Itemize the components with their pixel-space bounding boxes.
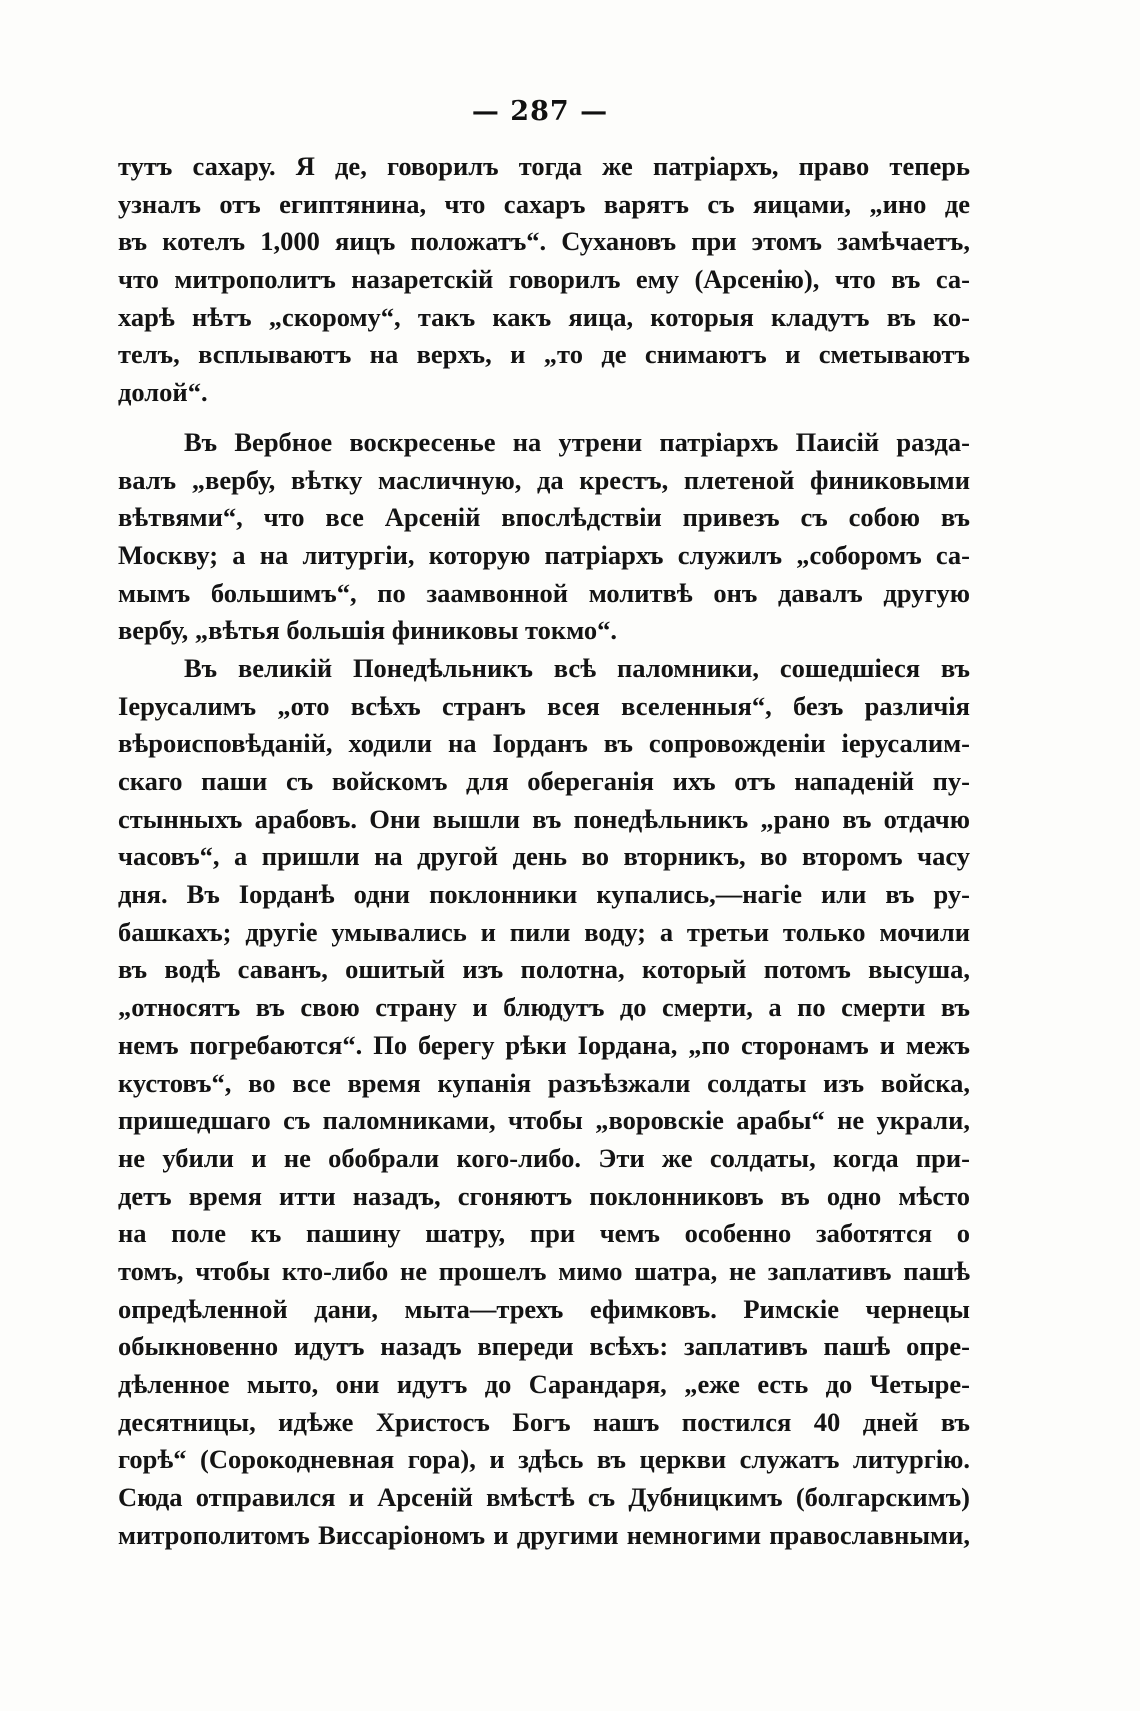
paragraph-3 bbox=[118, 650, 970, 1555]
text-line: въ водѣ саванъ, ошитый изъ полотна, который потомъ высуша, bbox=[118, 954, 970, 985]
text-line: десятницы, идѣже Христосъ Богъ нашъ постился 40 дней въ bbox=[118, 1406, 970, 1437]
page-number: — 287 — bbox=[471, 96, 609, 127]
text-line: томъ, чтобы кто-либо не прошелъ мимо шатра, не заплативъ пашѣ bbox=[118, 1255, 970, 1286]
text-line: горѣ“ (Сорокодневная гора), и здѣсь въ церкви служатъ литургію. bbox=[118, 1444, 970, 1475]
text-line: пришедшаго съ паломниками, чтобы „воровскіе арабы“ не украли, bbox=[118, 1105, 970, 1136]
text-line: „относятъ въ свою страну и блюдутъ до смерти, а по смерти въ bbox=[118, 992, 970, 1023]
text-line: немъ погребаются“. По берегу рѣки Іордана, „по сторонамъ и межъ bbox=[118, 1029, 970, 1060]
text-line: стынныхъ арабовъ. Они вышли въ понедѣльникъ „рано въ отдачю bbox=[118, 803, 970, 834]
text-line: опредѣленной дани, мыта—трехъ ефимковъ. Римскіе чернецы bbox=[118, 1293, 970, 1324]
text-line: Сюда отправился и Арсеній вмѣстѣ съ Дубницкимъ (болгарскимъ) bbox=[118, 1482, 970, 1513]
paragraph-1 bbox=[118, 148, 970, 412]
text-line: валъ „вербу, вѣтку масличную, да крестъ, плетеной финиковыми bbox=[118, 464, 970, 495]
text-line: вербу, „вѣтья большія финиковы токмо“. bbox=[118, 615, 618, 646]
text-line: дня. Въ Іорданѣ одни поклонники купались,—нагіе или въ ру- bbox=[118, 879, 970, 910]
body-text bbox=[118, 148, 970, 1554]
text-line: мымъ большимъ“, по заамвонной молитвѣ онъ давалъ другую bbox=[118, 577, 970, 608]
text-line: что митрополитъ назаретскій говорилъ ему (Арсенію), что въ са- bbox=[118, 264, 970, 295]
text-line: кустовъ“, во все время купанія разъѣзжали солдаты изъ войска, bbox=[118, 1067, 970, 1098]
text-line: Въ великій Понедѣльникъ всѣ паломники, сошедшіеся въ bbox=[184, 652, 970, 683]
text-line: Москву; а на литургіи, которую патріархъ служилъ „соборомъ са- bbox=[118, 539, 970, 570]
text-line: детъ время итти назадъ, сгоняютъ поклонниковъ въ одно мѣсто bbox=[118, 1180, 970, 1211]
text-line: митрополитомъ Виссаріономъ и другими немногими православными, bbox=[118, 1519, 970, 1550]
text-line: не убили и не обобрали кого-либо. Эти же солдаты, когда при- bbox=[118, 1142, 970, 1173]
text-line: долой“. bbox=[118, 377, 208, 408]
text-line: узналъ отъ египтянина, что сахаръ варятъ съ яицами, „ино де bbox=[118, 188, 970, 219]
text-line: харѣ нѣтъ „скорому“, такъ какъ яица, которыя кладутъ въ ко- bbox=[118, 301, 970, 332]
text-line: телъ, всплываютъ на верхъ, и „то де снимаютъ и сметываютъ bbox=[118, 339, 970, 370]
text-line: въ котелъ 1,000 яицъ положатъ“. Сухановъ при этомъ замѣчаетъ, bbox=[118, 226, 970, 257]
text-line: Іерусалимъ „ото всѣхъ странъ всея вселенныя“, безъ различія bbox=[118, 690, 970, 721]
text-line: дѣленное мыто, они идутъ до Сарандаря, „еже есть до Четыре- bbox=[118, 1369, 970, 1399]
text-line: на поле къ пашину шатру, при чемъ особенно заботятся о bbox=[118, 1218, 970, 1249]
text-line: тутъ сахару. Я де, говорилъ тогда же патріархъ, право теперь bbox=[118, 151, 970, 181]
text-line: вѣтвями“, что все Арсеній впослѣдствіи привезъ съ собою въ bbox=[118, 502, 970, 533]
text-line: часовъ“, а пришли на другой день во вторникъ, во второмъ часу bbox=[118, 841, 970, 872]
text-line: вѣроисповѣданій, ходили на Іорданъ въ сопровожденіи іерусалим- bbox=[118, 728, 970, 759]
text-line: Въ Вербное воскресенье на утрени патріархъ Паисій разда- bbox=[184, 426, 970, 457]
text-line: обыкновенно идутъ назадъ впереди всѣхъ: заплативъ пашѣ опре- bbox=[118, 1331, 970, 1362]
paragraph-2 bbox=[118, 424, 970, 650]
text-line: башкахъ; другіе умывались и пили воду; а третьи только мочили bbox=[118, 916, 970, 947]
text-line: скаго паши съ войскомъ для обереганія ихъ отъ нападеній пу- bbox=[118, 766, 970, 796]
